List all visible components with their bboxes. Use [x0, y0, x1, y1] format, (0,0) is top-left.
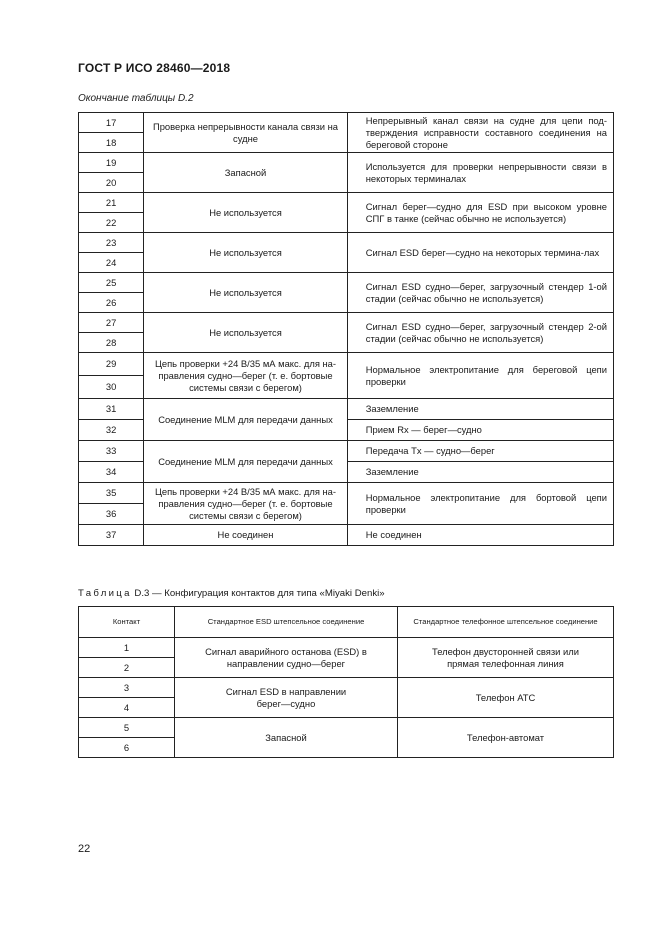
pin-cell: 36	[79, 504, 144, 525]
table-row	[79, 153, 614, 173]
pin-cell: 20	[79, 173, 144, 193]
note-cell: Сигнал ESD судно—берег, загрузочный стендер 1-ой стадии (сейчас обычно не используется)	[347, 273, 613, 313]
pin-cell: 3	[79, 678, 175, 698]
pin-cell: 2	[79, 658, 175, 678]
pin-cell: 33	[79, 441, 144, 462]
document-header: ГОСТ Р ИСО 28460—2018	[78, 61, 231, 75]
pin-cell: 25	[79, 273, 144, 293]
note-cell: Заземление	[347, 462, 613, 483]
pin-cell: 28	[79, 333, 144, 353]
note-cell: Нормальное электропитание для береговой цепи проверки	[347, 353, 613, 399]
pin-cell: 22	[79, 213, 144, 233]
table-d3-caption	[78, 588, 385, 599]
table-row	[79, 678, 614, 698]
description-cell: Соединение MLM для передачи данных	[144, 441, 348, 483]
table-header-row	[79, 607, 614, 638]
note-cell: Сигнал ESD судно—берег, загрузочный стендер 2-ой стадии (сейчас обычно не используется)	[347, 313, 613, 353]
note-cell: Сигнал берег—судно для ESD при высоком уровне СПГ в танке (сейчас обычно не используется)	[347, 193, 613, 233]
phone-cell: Телефон двусторонней связи или прямая телефонная линия	[398, 638, 614, 678]
description-cell: Соединение MLM для передачи данных	[144, 399, 348, 441]
description-cell: Не используется	[144, 193, 348, 233]
table-d2-caption: Окончание таблицы D.2	[78, 93, 194, 104]
note-cell: Передача Tx — судно—берег	[347, 441, 613, 462]
phone-cell: Телефон-автомат	[398, 718, 614, 758]
pin-cell: 4	[79, 698, 175, 718]
pin-cell: 31	[79, 399, 144, 420]
pin-cell: 23	[79, 233, 144, 253]
esd-cell: Сигнал аварийного останова (ESD) в направлении судно—берег	[175, 638, 398, 678]
table-d3-caption-label: Таблица	[78, 588, 132, 599]
pin-cell: 35	[79, 483, 144, 504]
header-cell-esd: Стандартное ESD штепсельное соединение	[175, 607, 398, 638]
pin-cell: 18	[79, 133, 144, 153]
description-cell: Не используется	[144, 233, 348, 273]
table-row	[79, 525, 614, 546]
table-row	[79, 441, 614, 462]
header-cell-phone: Стандартное телефонное штепсельное соединение	[398, 607, 614, 638]
pin-cell: 32	[79, 420, 144, 441]
note-cell: Прием Rx — берег—судно	[347, 420, 613, 441]
table-row	[79, 233, 614, 253]
table-d3	[78, 606, 614, 758]
pin-cell: 37	[79, 525, 144, 546]
table-row	[79, 483, 614, 504]
note-cell: Используется для проверки непрерывности связи в некоторых терминалах	[347, 153, 613, 193]
pin-cell: 21	[79, 193, 144, 213]
page-number: 22	[78, 843, 91, 855]
description-cell: Цепь проверки +24 В/35 мА макс. для на-правления судно—берег (т. е. бортовые системы связи с берегом)	[144, 353, 348, 399]
description-cell: Запасной	[144, 153, 348, 193]
pin-cell: 17	[79, 113, 144, 133]
esd-cell: Сигнал ESD в направлении берег—судно	[175, 678, 398, 718]
pin-cell: 6	[79, 738, 175, 758]
pin-cell: 26	[79, 293, 144, 313]
table-row	[79, 718, 614, 738]
table-row	[79, 638, 614, 658]
note-cell: Заземление	[347, 399, 613, 420]
description-cell: Проверка непрерывности канала связи на судне	[144, 113, 348, 153]
description-cell: Не используется	[144, 313, 348, 353]
header-cell-contact: Контакт	[79, 607, 175, 638]
table-row	[79, 313, 614, 333]
table-row	[79, 399, 614, 420]
note-cell: Непрерывный канал связи на судне для цепи под-тверждения исправности составного соединения на береговой стороне	[347, 113, 613, 153]
note-cell: Не соединен	[347, 525, 613, 546]
pin-cell: 30	[79, 376, 144, 399]
table-d2	[78, 112, 614, 546]
table-row	[79, 353, 614, 376]
pin-cell: 1	[79, 638, 175, 658]
note-cell: Нормальное электропитание для бортовой цепи проверки	[347, 483, 613, 525]
table-row	[79, 193, 614, 213]
table-row	[79, 113, 614, 133]
pin-cell: 19	[79, 153, 144, 173]
table-d3-caption-text: D.3 — Конфигурация контактов для типа «Miyaki Denki»	[134, 588, 385, 599]
description-cell: Цепь проверки +24 В/35 мА макс. для на-правления судно—берег (т. е. бортовые системы связи с берегом)	[144, 483, 348, 525]
table-row	[79, 273, 614, 293]
pin-cell: 5	[79, 718, 175, 738]
pin-cell: 34	[79, 462, 144, 483]
esd-cell: Запасной	[175, 718, 398, 758]
pin-cell: 27	[79, 313, 144, 333]
pin-cell: 24	[79, 253, 144, 273]
pin-cell: 29	[79, 353, 144, 376]
phone-cell: Телефон АТС	[398, 678, 614, 718]
description-cell: Не используется	[144, 273, 348, 313]
note-cell: Сигнал ESD берег—судно на некоторых термина-лах	[347, 233, 613, 273]
description-cell: Не соединен	[144, 525, 348, 546]
